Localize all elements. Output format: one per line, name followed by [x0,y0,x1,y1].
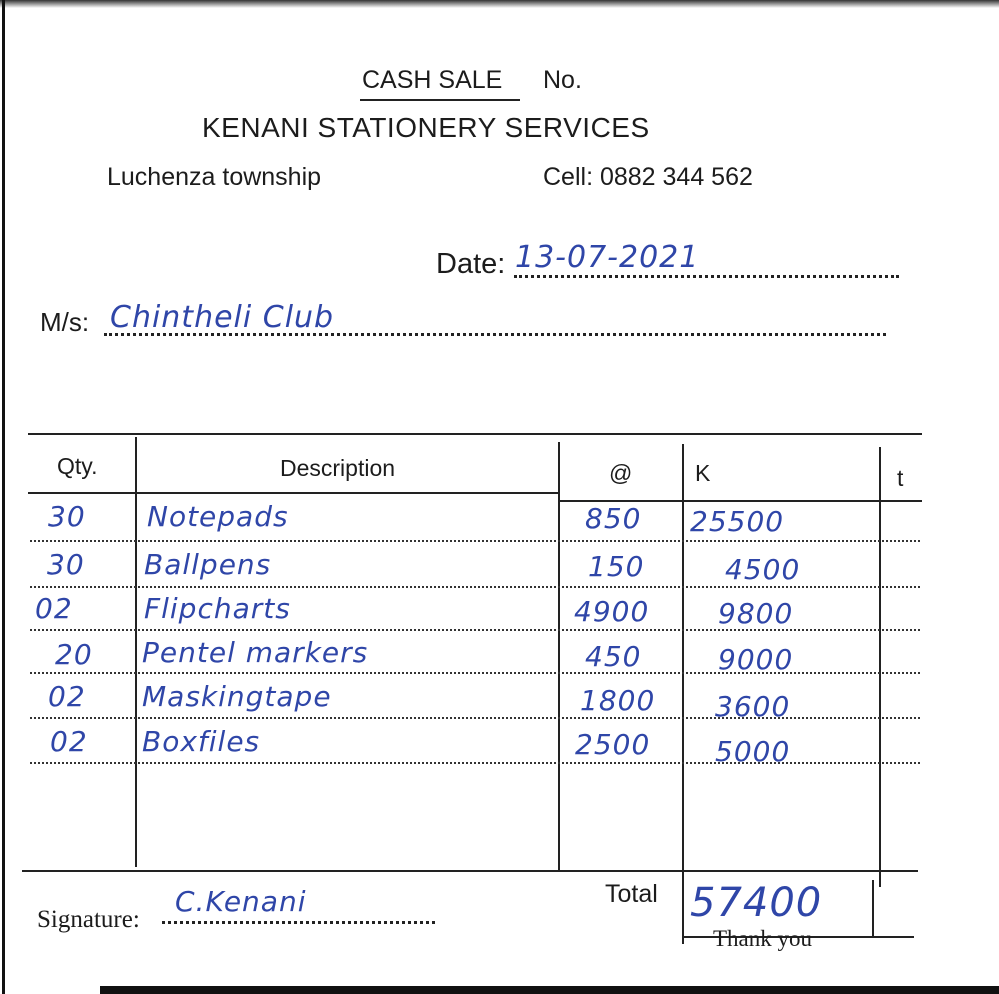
signature-value: C.Kenani [175,885,307,918]
header-t: t [897,465,904,491]
row-qty: 02 [50,725,88,758]
paper-edge-left [2,0,5,994]
table-bottom-rule [22,870,918,872]
header-rate: @ [609,460,633,486]
title-underline [360,99,520,101]
row-description: Ballpens [144,548,272,581]
row-amount: 9800 [718,597,794,630]
signature-dotted-line [162,921,435,924]
receipt-number-label: No. [543,66,582,94]
total-box-right [872,880,874,938]
header-description: Description [280,455,396,481]
company-phone: Cell: 0882 344 562 [543,163,753,191]
column-divider-description [558,442,560,872]
total-label: Total [605,880,658,908]
header-bottom-rule-left [28,492,560,494]
row-rate: 1800 [580,684,656,717]
row-amount: 4500 [725,553,801,586]
row-amount: 9000 [718,643,794,676]
row-amount: 25500 [690,505,785,538]
row-qty: 30 [47,548,85,581]
customer-value: Chintheli Club [110,300,335,335]
column-divider-rate [682,444,684,944]
thank-you-text: Thank you [713,926,813,951]
row-amount: 5000 [715,735,791,768]
row-rate: 4900 [574,595,650,628]
paper-edge-top [0,0,999,8]
column-divider-qty [135,437,137,867]
row-rate: 150 [588,550,645,583]
header-qty: Qty. [57,453,98,479]
row-description: Flipcharts [144,592,291,625]
company-name: KENANI STATIONERY SERVICES [202,112,650,143]
date-dotted-line [514,275,899,278]
column-divider-amount [879,447,881,887]
row-rate: 450 [585,640,642,673]
signature-label: Signature: [37,906,140,933]
paper-edge-bottom [100,986,999,994]
header-amount: K [695,460,711,486]
row-description: Notepads [147,500,289,533]
row-line [30,540,920,542]
receipt-title: CASH SALE [362,66,503,94]
row-line [30,586,920,588]
row-qty: 02 [35,592,73,625]
row-qty: 20 [55,638,93,671]
date-value: 13-07-2021 [515,240,700,275]
row-amount: 3600 [715,690,791,723]
row-qty: 02 [48,680,86,713]
row-description: Boxfiles [142,725,261,758]
row-rate: 850 [585,502,642,535]
row-qty: 30 [48,500,86,533]
customer-label: M/s: [40,307,90,337]
row-description: Pentel markers [142,636,369,669]
total-value: 57400 [690,880,823,926]
row-rate: 2500 [575,728,651,761]
table-top-rule [28,433,922,435]
date-label: Date: [436,248,506,280]
company-address: Luchenza township [107,163,322,191]
row-description: Maskingtape [142,680,332,713]
